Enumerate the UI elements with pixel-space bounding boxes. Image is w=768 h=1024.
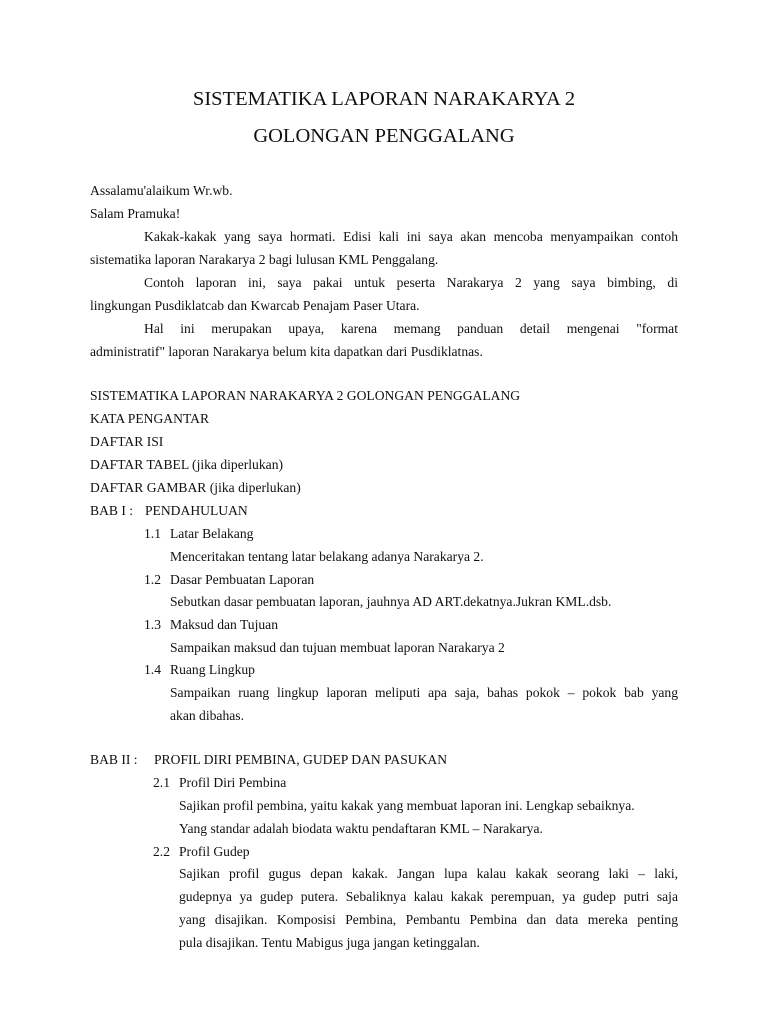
bab2-item-2-number: 2.2 bbox=[153, 844, 170, 859]
bab2-item-1-desc-line-1: Sajikan profil pembina, yaitu kakak yang membuat laporan ini. Lengkap sebaiknya. bbox=[179, 798, 635, 813]
bab2-item-2-desc-line-4: pula disajikan. Tentu Mabigus juga jangan ketinggalan. bbox=[179, 935, 480, 950]
bab1-item-4-title: Ruang Lingkup bbox=[170, 662, 255, 677]
document-title-line-2: GOLONGAN PENGGALANG bbox=[253, 125, 515, 147]
bab1-item-4-number: 1.4 bbox=[144, 662, 161, 677]
greeting-salutation: Assalamu'alaikum Wr.wb. bbox=[90, 183, 233, 198]
bab1-item-2-title: Dasar Pembuatan Laporan bbox=[170, 572, 315, 587]
bab1-title: PENDAHULUAN bbox=[145, 503, 248, 518]
bab1-item-1-desc: Menceritakan tentang latar belakang adanya Narakarya 2. bbox=[170, 549, 484, 564]
bab1-item-2-desc: Sebutkan dasar pembuatan laporan, jauhnya AD ART.dekatnya.Jukran KML.dsb. bbox=[170, 594, 612, 609]
intro-paragraph-1-line-2: sistematika laporan Narakarya 2 bagi lulusan KML Penggalang. bbox=[90, 252, 439, 267]
intro-paragraph-3-line-1: Hal ini merupakan upaya, karena memang panduan detail mengenai "format bbox=[144, 321, 678, 336]
intro-paragraph-2-line-1: Contoh laporan ini, saya pakai untuk peserta Narakarya 2 yang saya bimbing, di bbox=[144, 275, 678, 290]
bab2-item-1-desc-line-2: Yang standar adalah biodata waktu pendaftaran KML – Narakarya. bbox=[179, 821, 543, 836]
bab2-item-2-title: Profil Gudep bbox=[179, 844, 250, 859]
bab1-item-3-title: Maksud dan Tujuan bbox=[170, 617, 279, 632]
bab2-item-2-desc-line-3: yang disajikan. Komposisi Pembina, Pembantu Pembina dan data mereka penting bbox=[179, 912, 678, 927]
bab2-item-2-desc-line-2: gudepnya ya gudep putera. Sebaliknya kalau kakak perempuan, ya gudep putri saja bbox=[179, 889, 678, 904]
document-title-line-1: SISTEMATIKA LAPORAN NARAKARYA 2 bbox=[192, 88, 576, 110]
bab1-item-3-desc: Sampaikan maksud dan tujuan membuat laporan Narakarya 2 bbox=[170, 640, 505, 655]
bab1-item-1-number: 1.1 bbox=[144, 526, 161, 541]
outline-heading: SISTEMATIKA LAPORAN NARAKARYA 2 GOLONGAN PENGGALANG bbox=[90, 388, 521, 403]
outline-kata-pengantar: KATA PENGANTAR bbox=[90, 411, 210, 426]
intro-paragraph-2-line-2: lingkungan Pusdiklatcab dan Kwarcab Penajam Paser Utara. bbox=[90, 298, 420, 313]
intro-paragraph-1-line-1: Kakak-kakak yang saya hormati. Edisi kali ini saya akan mencoba menyampaikan contoh bbox=[144, 229, 678, 244]
bab1-item-1-title: Latar Belakang bbox=[170, 526, 254, 541]
bab1-label: BAB I : bbox=[90, 503, 134, 518]
bab2-label: BAB II : bbox=[90, 752, 138, 767]
outline-daftar-tabel: DAFTAR TABEL (jika diperlukan) bbox=[90, 457, 284, 472]
bab1-item-2-number: 1.2 bbox=[144, 572, 161, 587]
bab2-item-1-title: Profil Diri Pembina bbox=[179, 775, 287, 790]
outline-daftar-gambar: DAFTAR GAMBAR (jika diperlukan) bbox=[90, 480, 301, 495]
bab1-item-4-desc-line-1: Sampaikan ruang lingkup laporan meliputi apa saja, bahas pokok – pokok bab yang bbox=[170, 685, 678, 700]
bab2-title: PROFIL DIRI PEMBINA, GUDEP DAN PASUKAN bbox=[154, 752, 448, 767]
bab2-item-1-number: 2.1 bbox=[153, 775, 170, 790]
bab2-item-2-desc-line-1: Sajikan profil gugus depan kakak. Jangan lupa kalau kakak seorang laki – laki, bbox=[179, 866, 678, 881]
intro-paragraph-3-line-2: administratif" laporan Narakarya belum kita dapatkan dari Pusdiklatnas. bbox=[90, 344, 483, 359]
outline-daftar-isi: DAFTAR ISI bbox=[90, 434, 164, 449]
bab1-item-4-desc-line-2: akan dibahas. bbox=[170, 708, 244, 723]
greeting-pramuka: Salam Pramuka! bbox=[90, 206, 181, 221]
bab1-item-3-number: 1.3 bbox=[144, 617, 161, 632]
